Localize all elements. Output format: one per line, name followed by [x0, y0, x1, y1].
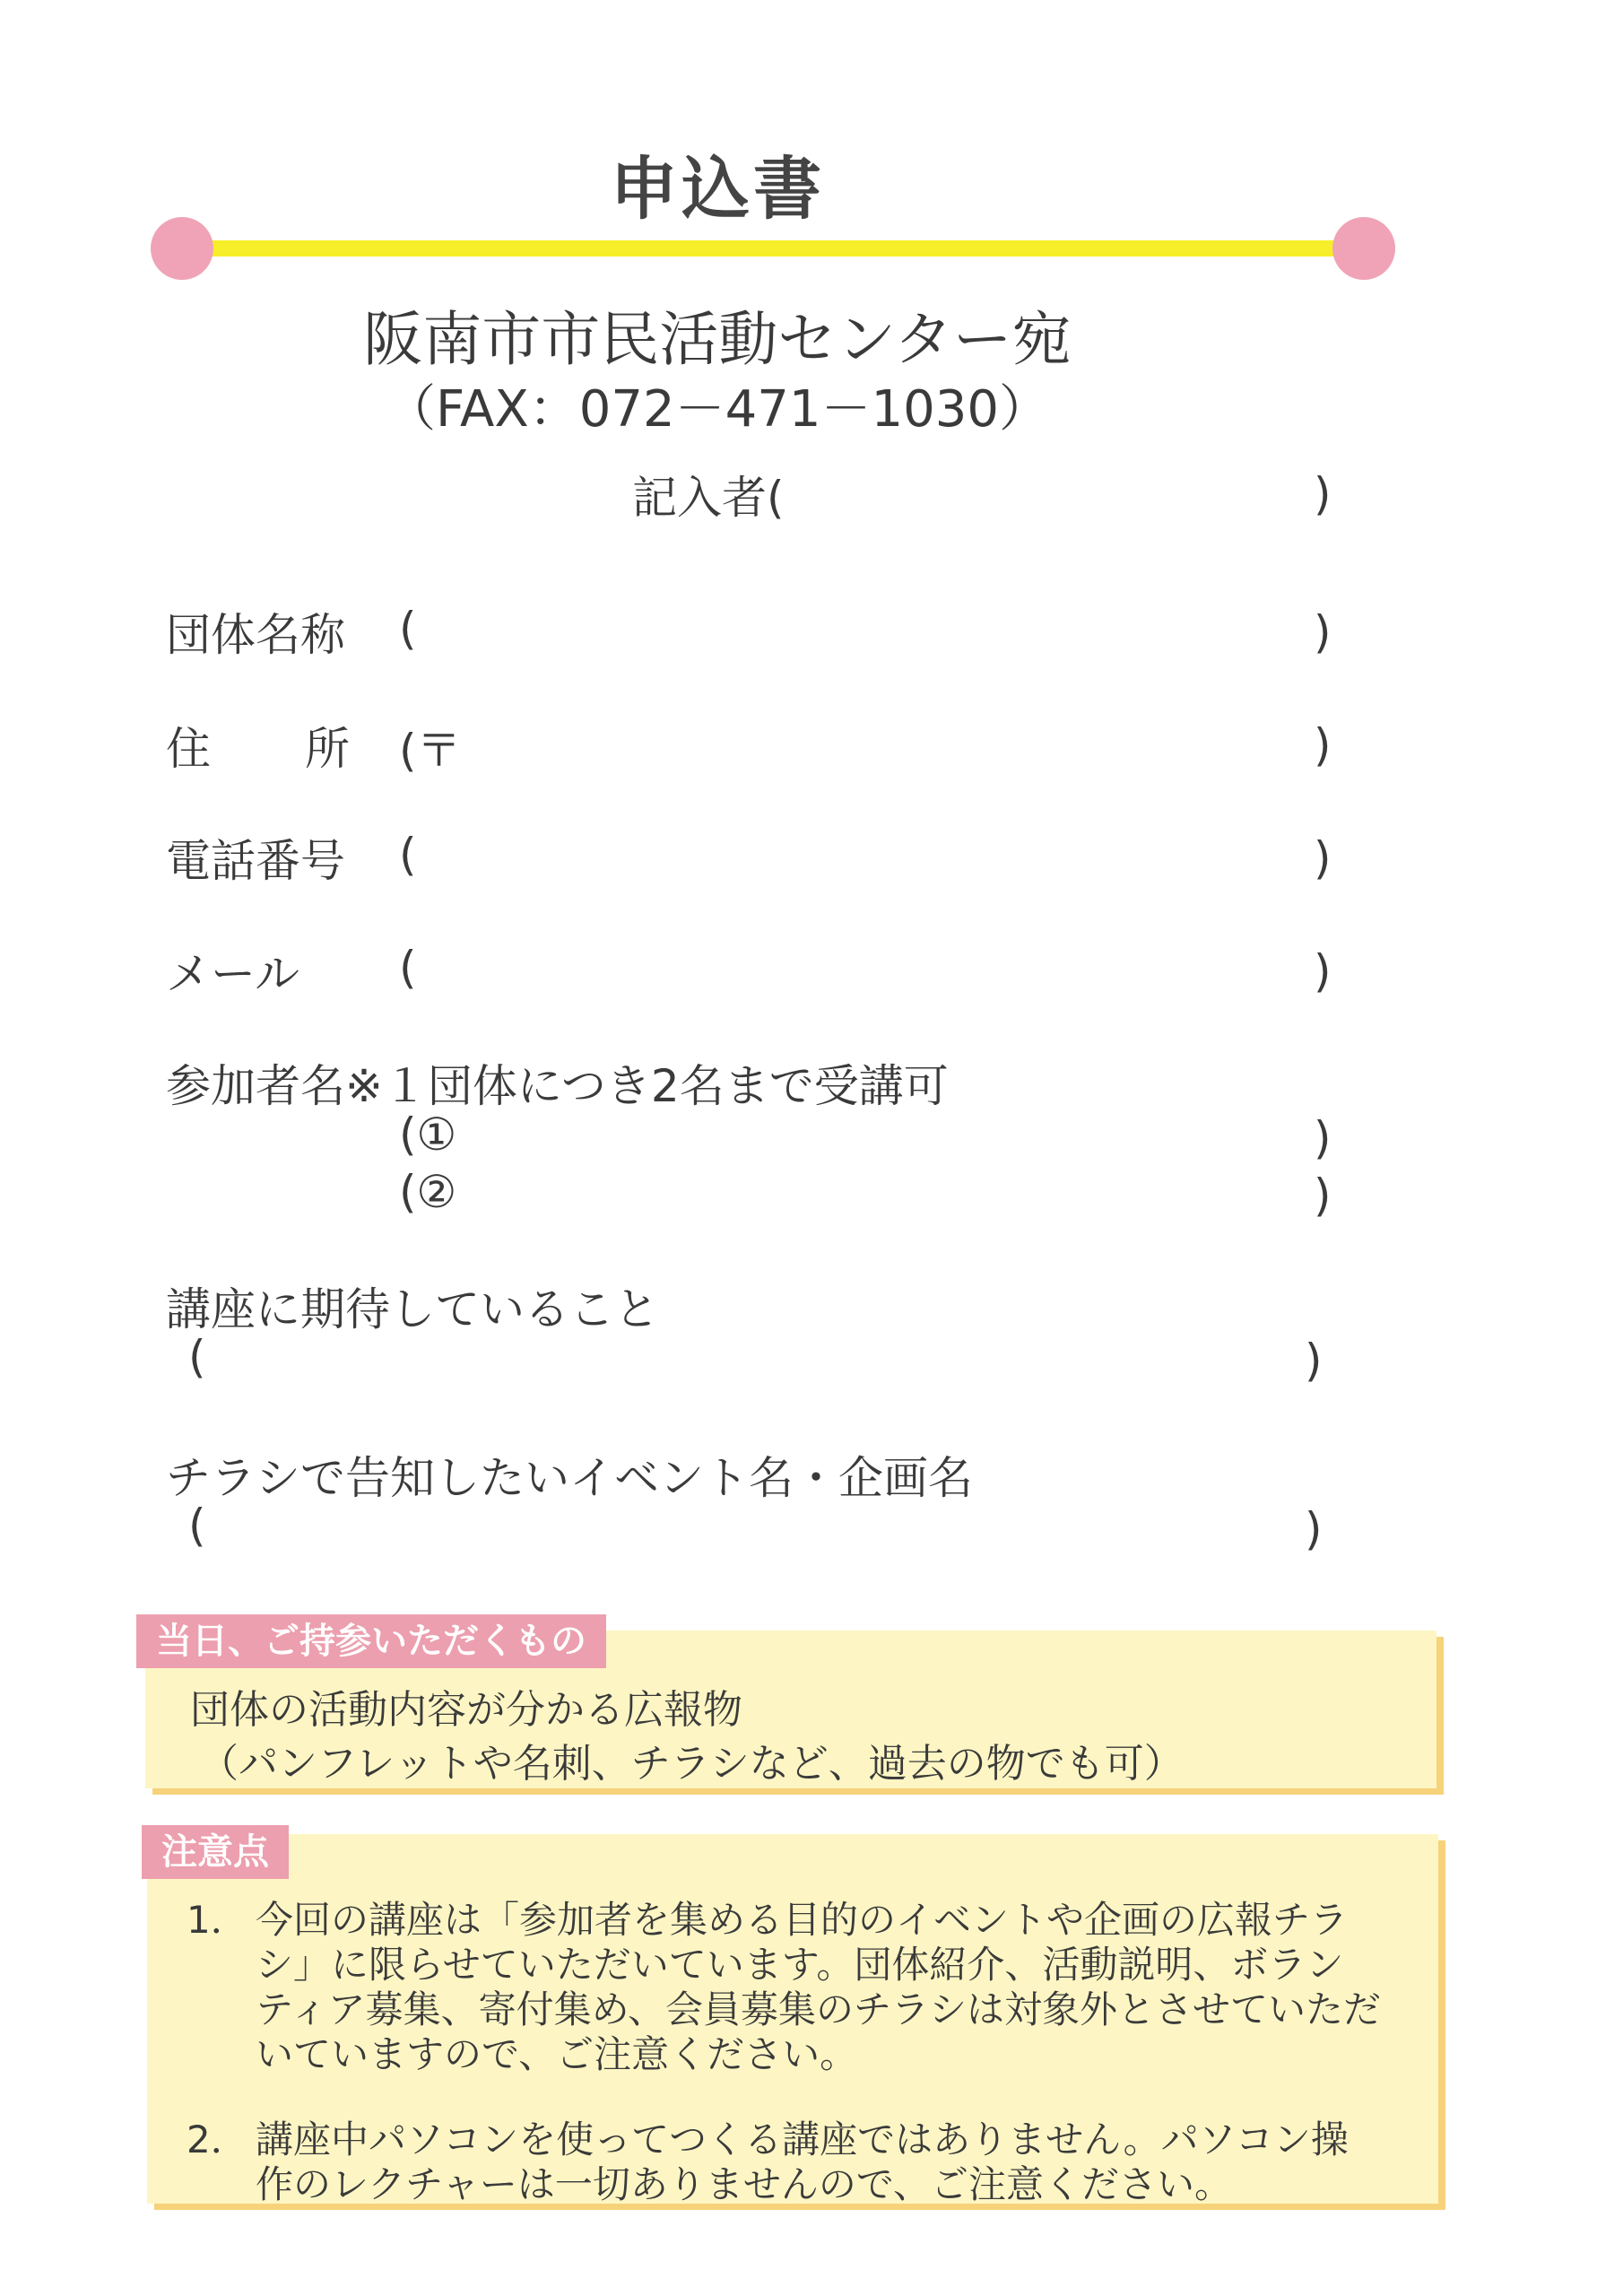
note-2-line-2: 作のレクチャーは一切ありませんので、ご注意ください。 [256, 2162, 1233, 2206]
writer-label: 記入者( [632, 472, 785, 524]
bring-line-2: （パンフレットや名刺、チラシなど、過去の物でも可） [199, 1741, 1184, 1787]
event-open-paren: ( [188, 1500, 206, 1552]
note-1-line-1: 今回の講座は「参加者を集める目的のイベントや企画の広報チラ [256, 1898, 1349, 1942]
fax-number: （FAX：072－471－1030） [385, 380, 1050, 439]
email-open-paren: ( [399, 942, 417, 994]
title-underline-bar [179, 240, 1372, 257]
participant-2-close-paren: ) [1314, 1170, 1332, 1222]
participant-1-close-paren: ) [1314, 1112, 1332, 1164]
note-2-line-1: 講座中パソコンを使ってつくる講座ではありません。パソコン操 [256, 2118, 1349, 2161]
writer-close-paren: ) [1314, 468, 1332, 520]
recipient-line: 阪南市市民活動センター宛 [363, 305, 1072, 374]
participant-2-prefix: (② [399, 1166, 457, 1218]
email-label: メール [166, 948, 299, 1000]
participant-1-prefix: (① [399, 1109, 457, 1161]
event-close-paren: ) [1305, 1503, 1323, 1555]
phone-label: 電話番号 [166, 835, 345, 887]
expectation-label: 講座に期待していること [166, 1283, 659, 1335]
address-label-second: 所 [305, 723, 350, 775]
notes-tag: 注意点 [142, 1825, 289, 1879]
group-name-label: 団体名称 [166, 609, 345, 661]
expectation-open-paren: ( [188, 1331, 206, 1383]
note-1-line-2: シ」に限らせていただいています。団体紹介、活動説明、ボラン [256, 1943, 1344, 1987]
address-close-paren: ) [1314, 719, 1332, 771]
event-label: チラシで告知したいイベント名・企画名 [166, 1452, 973, 1504]
left-dot-ornament [151, 217, 213, 280]
note-2-number: 2． [187, 2118, 248, 2161]
page-title: 申込書 [610, 149, 825, 229]
expectation-close-paren: ) [1305, 1335, 1323, 1387]
bring-tag: 当日、ご持参いただくもの [136, 1614, 606, 1668]
right-dot-ornament [1332, 217, 1395, 280]
phone-open-paren: ( [399, 829, 417, 881]
address-label-first: 住 [166, 723, 211, 775]
note-1-line-3: ティア募集、寄付集め、会員募集のチラシは対象外とさせていただ [256, 1987, 1381, 2031]
group-name-close-paren: ) [1314, 606, 1332, 658]
note-1-number: 1． [187, 1898, 248, 1942]
phone-close-paren: ) [1314, 832, 1332, 884]
group-name-open-paren: ( [399, 603, 417, 655]
address-postal-prefix: (〒 [399, 725, 462, 777]
email-close-paren: ) [1314, 945, 1332, 997]
note-1-line-4: いていますので、ご注意ください。 [256, 2032, 858, 2076]
bring-line-1: 団体の活動内容が分かる広報物 [190, 1687, 742, 1733]
participants-label: 参加者名※１団体につき2名まで受講可 [166, 1060, 949, 1112]
